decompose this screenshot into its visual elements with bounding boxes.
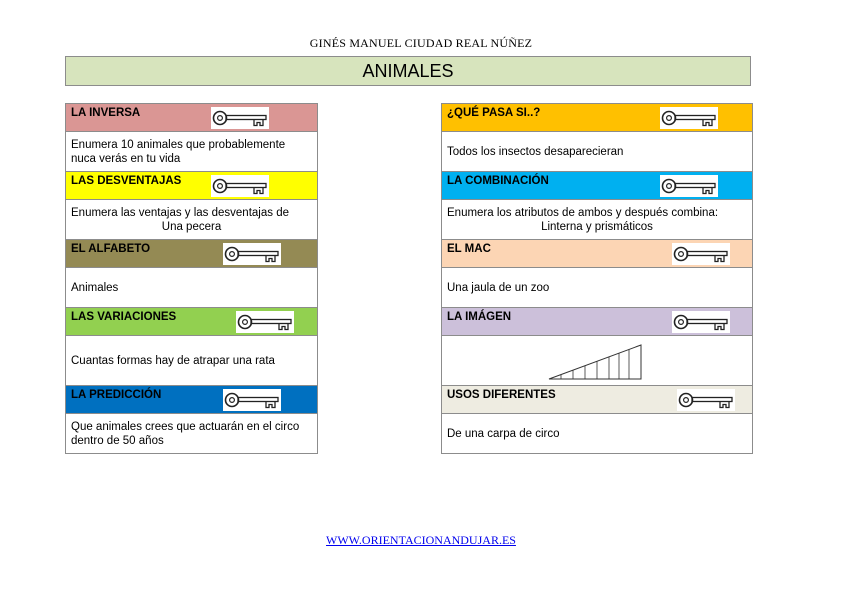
card-text-line: Enumera 10 animales que probablemente bbox=[71, 138, 286, 151]
key-icon bbox=[223, 389, 281, 411]
card-header-el-mac bbox=[442, 240, 752, 268]
card-body bbox=[442, 414, 752, 454]
card-label: LAS VARIACIONES bbox=[71, 311, 177, 323]
page-title: ANIMALES bbox=[65, 56, 751, 86]
card-text-line: Enumera las ventajas y las desventajas de bbox=[71, 206, 289, 219]
card-text-line: Una jaula de un zoo bbox=[447, 281, 550, 294]
card-header-la-imagen bbox=[442, 308, 752, 336]
card-label: LAS DESVENTAJAS bbox=[71, 175, 182, 187]
card-body-image bbox=[442, 336, 752, 386]
card-header-el-alfabeto bbox=[66, 240, 317, 268]
card-header-las-desventajas bbox=[66, 172, 317, 200]
card-body bbox=[442, 200, 752, 240]
card-body bbox=[442, 268, 752, 308]
card-body bbox=[442, 132, 752, 172]
key-icon bbox=[223, 243, 281, 265]
card-header-las-variaciones bbox=[66, 308, 317, 336]
card-text-line: nuca verás en tu vida bbox=[71, 152, 181, 165]
key-icon bbox=[211, 175, 269, 197]
card-label: LA IMÁGEN bbox=[447, 311, 512, 323]
card-header-la-inversa bbox=[66, 104, 317, 132]
card-text-line: Animales bbox=[71, 281, 119, 294]
key-icon bbox=[672, 243, 730, 265]
card-text-line: dentro de 50 años bbox=[71, 434, 164, 447]
triangle-ramp-drawing bbox=[547, 343, 643, 381]
card-header-la-combinacion bbox=[442, 172, 752, 200]
card-header-usos-diferentes bbox=[442, 386, 752, 414]
card-label: LA INVERSA bbox=[71, 107, 141, 119]
footer-url bbox=[0, 533, 842, 548]
key-icon bbox=[677, 389, 735, 411]
card-text-line: Todos los insectos desaparecieran bbox=[447, 145, 624, 158]
card-header-la-prediccion bbox=[66, 386, 317, 414]
card-label: ¿QUÉ PASA SI..? bbox=[447, 107, 541, 119]
card-label: EL MAC bbox=[447, 243, 491, 255]
card-body bbox=[66, 268, 317, 308]
card-text-line: Enumera los atributos de ambos y después combina: bbox=[447, 206, 719, 219]
key-icon bbox=[672, 311, 730, 333]
card-label: EL ALFABETO bbox=[71, 243, 151, 255]
card-label: LA COMBINACIÓN bbox=[447, 175, 549, 187]
card-label: USOS DIFERENTES bbox=[447, 389, 556, 401]
key-icon bbox=[236, 311, 294, 333]
left-column bbox=[65, 103, 318, 454]
card-header-que-pasa-si bbox=[442, 104, 752, 132]
key-icon bbox=[211, 107, 269, 129]
key-icon bbox=[660, 107, 718, 129]
website-link[interactable]: WWW.ORIENTACIONANDUJAR.ES bbox=[326, 533, 516, 547]
right-column bbox=[441, 103, 753, 454]
card-body bbox=[66, 200, 317, 240]
card-text-line: De una carpa de circo bbox=[447, 427, 560, 440]
card-body bbox=[66, 336, 317, 386]
card-text-line: Que animales crees que actuarán en el circo bbox=[71, 420, 300, 433]
author-name: GINÉS MANUEL CIUDAD REAL NÚÑEZ bbox=[309, 36, 533, 50]
card-text-line: Cuantas formas hay de atrapar una rata bbox=[71, 354, 275, 367]
key-icon bbox=[660, 175, 718, 197]
card-body bbox=[66, 132, 317, 172]
card-body bbox=[66, 414, 317, 454]
card-text-line: Linterna y prismáticos bbox=[541, 220, 653, 233]
card-label: LA PREDICCIÓN bbox=[71, 389, 162, 401]
card-text-line: Una pecera bbox=[161, 220, 222, 233]
